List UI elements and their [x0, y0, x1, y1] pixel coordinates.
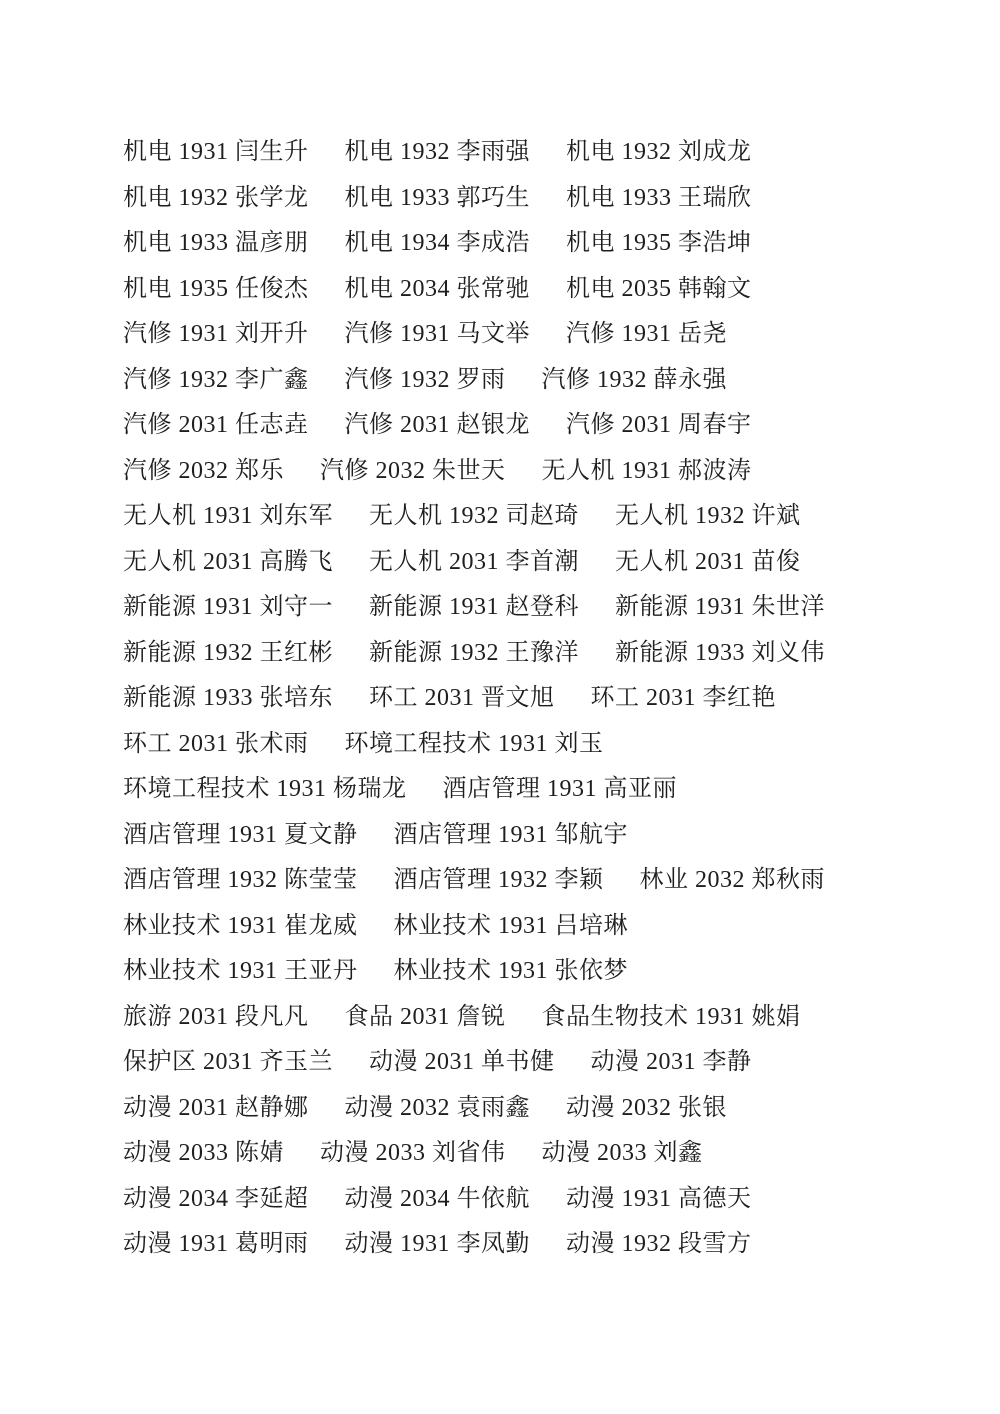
name-list-line [123, 263, 923, 309]
student-entry: 汽修 1931 岳尧 [566, 321, 727, 348]
name-list-line [123, 718, 923, 764]
name-list-line [123, 854, 923, 900]
student-entry: 酒店管理 1932 陈莹莹 [123, 867, 358, 894]
student-entry: 环工 2031 晋文旭 [369, 685, 555, 712]
student-entry: 动漫 2033 刘鑫 [541, 1140, 703, 1167]
student-entry: 新能源 1931 赵登科 [369, 594, 579, 621]
student-entry: 动漫 2031 赵静娜 [123, 1094, 309, 1121]
student-entry: 酒店管理 1931 邹航宇 [393, 821, 628, 848]
name-list-line [123, 126, 923, 172]
student-entry: 动漫 2033 刘省伟 [320, 1140, 506, 1167]
student-entry: 汽修 2031 赵银龙 [344, 412, 530, 439]
name-list-line [123, 1218, 923, 1264]
student-entry: 环境工程技术 1931 刘玉 [344, 730, 604, 757]
name-list-line [123, 490, 923, 536]
student-entry: 新能源 1931 朱世洋 [615, 594, 825, 621]
student-entry: 汽修 1932 薛永强 [541, 366, 727, 393]
student-entry: 动漫 2031 李静 [590, 1049, 752, 1076]
student-entry: 林业技术 1931 张依梦 [393, 958, 628, 985]
student-entry: 机电 1932 刘成龙 [566, 139, 752, 166]
student-entry: 动漫 2031 单书健 [369, 1049, 555, 1076]
student-entry: 酒店管理 1932 李颖 [393, 867, 604, 894]
student-entry: 汽修 2031 任志垚 [123, 412, 309, 439]
student-entry: 酒店管理 1931 高亚丽 [442, 776, 677, 803]
name-list-line [123, 1127, 923, 1173]
name-list-line [123, 445, 923, 491]
student-entry: 动漫 1931 高德天 [566, 1185, 752, 1212]
student-entry: 新能源 1932 王红彬 [123, 639, 333, 666]
name-list-line [123, 1173, 923, 1219]
student-entry: 环工 2031 李红艳 [590, 685, 776, 712]
student-entry: 动漫 2033 陈婧 [123, 1140, 284, 1167]
student-entry: 无人机 2031 李首潮 [369, 548, 579, 575]
student-entry: 食品生物技术 1931 姚娟 [541, 1003, 801, 1030]
student-entry: 机电 1932 李雨强 [344, 139, 530, 166]
student-entry: 新能源 1933 张培东 [123, 685, 333, 712]
student-entry: 新能源 1931 刘守一 [123, 594, 333, 621]
student-entry: 汽修 1932 罗雨 [344, 366, 506, 393]
student-entry: 机电 2035 韩翰文 [566, 275, 752, 302]
student-entry: 林业 2032 郑秋雨 [639, 867, 825, 894]
student-entry: 林业技术 1931 崔龙威 [123, 912, 358, 939]
student-entry: 机电 1933 郭巧生 [344, 184, 530, 211]
name-list-line [123, 308, 923, 354]
student-entry: 机电 2034 张常驰 [344, 275, 530, 302]
student-entry: 无人机 2031 高腾飞 [123, 548, 333, 575]
student-entry: 食品 2031 詹锐 [344, 1003, 506, 1030]
student-entry: 汽修 1931 马文举 [344, 321, 530, 348]
student-entry: 机电 1934 李成浩 [344, 230, 530, 257]
student-entry: 新能源 1932 王豫洋 [369, 639, 579, 666]
student-entry: 汽修 2032 郑乐 [123, 457, 284, 484]
name-list-line [123, 809, 923, 855]
name-list-line [123, 945, 923, 991]
student-entry: 环工 2031 张术雨 [123, 730, 309, 757]
student-entry: 机电 1933 王瑞欣 [566, 184, 752, 211]
student-entry: 无人机 1931 郝波涛 [541, 457, 752, 484]
student-entry: 酒店管理 1931 夏文静 [123, 821, 358, 848]
student-entry: 环境工程技术 1931 杨瑞龙 [123, 776, 407, 803]
student-entry: 旅游 2031 段凡凡 [123, 1003, 309, 1030]
student-entry: 动漫 2032 张银 [566, 1094, 727, 1121]
student-entry: 汽修 1931 刘开升 [123, 321, 309, 348]
student-entry: 动漫 2034 李延超 [123, 1185, 309, 1212]
student-entry: 保护区 2031 齐玉兰 [123, 1049, 333, 1076]
name-list-line [123, 217, 923, 263]
student-entry: 动漫 1931 葛明雨 [123, 1231, 309, 1258]
name-list-line [123, 1036, 923, 1082]
name-list-line [123, 1082, 923, 1128]
student-entry: 机电 1935 任俊杰 [123, 275, 309, 302]
name-list-line [123, 172, 923, 218]
student-entry: 汽修 1932 李广鑫 [123, 366, 309, 393]
student-name-list [123, 126, 923, 1264]
student-entry: 林业技术 1931 王亚丹 [123, 958, 358, 985]
student-entry: 机电 1932 张学龙 [123, 184, 309, 211]
student-entry: 动漫 2034 牛依航 [344, 1185, 530, 1212]
student-entry: 机电 1933 温彦朋 [123, 230, 309, 257]
name-list-line [123, 399, 923, 445]
student-entry: 机电 1935 李浩坤 [566, 230, 752, 257]
student-entry: 动漫 1932 段雪方 [566, 1231, 752, 1258]
student-entry: 无人机 2031 苗俊 [615, 548, 801, 575]
name-list-line [123, 672, 923, 718]
name-list-line [123, 536, 923, 582]
student-entry: 林业技术 1931 吕培琳 [393, 912, 628, 939]
name-list-line [123, 991, 923, 1037]
student-entry: 汽修 2031 周春宇 [566, 412, 752, 439]
student-entry: 无人机 1932 许斌 [615, 503, 801, 530]
name-list-line [123, 900, 923, 946]
name-list-line [123, 581, 923, 627]
name-list-line [123, 763, 923, 809]
student-entry: 汽修 2032 朱世天 [320, 457, 506, 484]
student-entry: 新能源 1933 刘义伟 [615, 639, 825, 666]
name-list-line [123, 627, 923, 673]
student-entry: 机电 1931 闫生升 [123, 139, 309, 166]
student-entry: 无人机 1932 司赵琦 [369, 503, 579, 530]
student-entry: 动漫 2032 袁雨鑫 [344, 1094, 530, 1121]
student-entry: 动漫 1931 李凤勤 [344, 1231, 530, 1258]
student-entry: 无人机 1931 刘东军 [123, 503, 333, 530]
name-list-line [123, 354, 923, 400]
